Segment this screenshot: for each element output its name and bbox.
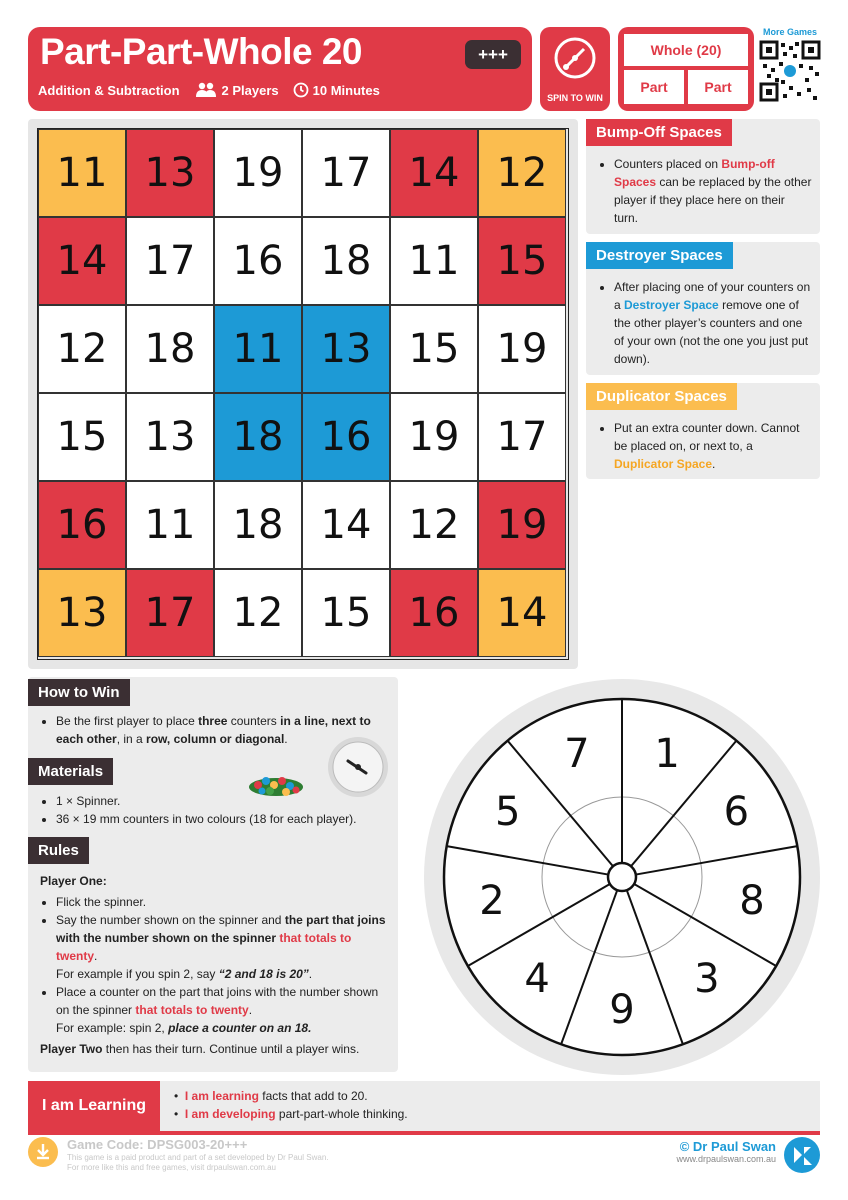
bump-off-panel <box>586 119 820 234</box>
board-cell[interactable]: 17 <box>302 129 390 217</box>
brand-url[interactable]: www.drpaulswan.com.au <box>676 1154 776 1164</box>
duration-label: 10 Minutes <box>312 82 380 98</box>
player-two-text: Player Two then has their turn. Continue until a player wins. <box>40 1042 360 1056</box>
spinner[interactable] <box>422 677 822 1077</box>
board-cell[interactable]: 15 <box>38 393 126 481</box>
board-cell[interactable]: 11 <box>390 217 478 305</box>
board-cell[interactable]: 16 <box>38 481 126 569</box>
spinner-number: 1 <box>654 730 680 777</box>
spinner-photo-icon <box>326 735 390 799</box>
learning-list <box>174 1087 408 1123</box>
spinner-number: 6 <box>723 789 750 835</box>
more-games-qr[interactable] <box>757 27 823 107</box>
board-cell[interactable]: 15 <box>302 569 390 657</box>
instructions-panel <box>28 677 398 1072</box>
board-cell[interactable]: 19 <box>478 481 566 569</box>
board-cell[interactable]: 17 <box>478 393 566 481</box>
board-cell[interactable]: 19 <box>214 129 302 217</box>
materials-item: • 36 × 19 mm counters in two colours (18 for each player). <box>56 810 388 828</box>
duplicator-text: • Put an extra counter down. Cannot be placed on, or next to, a Duplicator Space. <box>600 419 812 473</box>
whole-box: Whole (20) <box>624 34 748 66</box>
board-cell[interactable]: 11 <box>38 129 126 217</box>
bump-off-title: Bump-Off Spaces <box>586 119 732 146</box>
rule-item: • Flick the spinner. <box>56 893 388 911</box>
brand-logo-icon <box>784 1137 820 1173</box>
board-cell[interactable]: 13 <box>126 393 214 481</box>
spinner-number: 8 <box>739 877 765 924</box>
materials-item: • 1 × Spinner. <box>56 792 388 810</box>
board-grid <box>37 128 569 660</box>
materials-title: Materials <box>28 758 113 785</box>
brand-block <box>676 1139 776 1164</box>
board-cell[interactable]: 16 <box>214 217 302 305</box>
duplicator-title: Duplicator Spaces <box>586 383 737 410</box>
player-one-label: Player One: <box>40 874 107 888</box>
board-cell[interactable]: 15 <box>478 217 566 305</box>
board-cell[interactable]: 18 <box>302 217 390 305</box>
players-icon <box>194 82 218 98</box>
board-cell[interactable]: 13 <box>38 569 126 657</box>
destroyer-text: • After placing one of your counters on a Destroyer Space remove one of the other player’s counters and one of your own (not the one you just put down). <box>600 278 812 368</box>
board-cell[interactable]: 19 <box>390 393 478 481</box>
rules-title: Rules <box>28 837 89 864</box>
learning-underline <box>28 1131 820 1135</box>
footer-notice: This game is a paid product and part of a set developed by Dr Paul Swan. For more like this and free games, visit drpaulswan.com.au <box>67 1153 329 1172</box>
board-cell[interactable]: 18 <box>214 393 302 481</box>
board-cell[interactable]: 17 <box>126 569 214 657</box>
download-icon[interactable] <box>28 1137 58 1167</box>
board-cell[interactable]: 13 <box>302 305 390 393</box>
part-box-left: Part <box>624 70 684 104</box>
spin-label: SPIN TO WIN <box>547 93 603 103</box>
board-cell[interactable]: 14 <box>478 569 566 657</box>
board-cell[interactable]: 18 <box>126 305 214 393</box>
spin-to-win-badge <box>540 27 610 111</box>
spinner-number: 4 <box>524 956 550 1003</box>
spinner-wheel <box>422 677 822 1077</box>
board-cell[interactable]: 15 <box>390 305 478 393</box>
board-cell[interactable]: 12 <box>390 481 478 569</box>
game-title: Part-Part-Whole 20 <box>40 31 363 72</box>
how-to-win-title: How to Win <box>28 679 130 706</box>
board-cell[interactable]: 12 <box>214 569 302 657</box>
learning-title: I am Learning <box>28 1081 160 1131</box>
destroyer-title: Destroyer Spaces <box>586 242 733 269</box>
board-cell[interactable]: 17 <box>126 217 214 305</box>
rules-text <box>40 872 388 1058</box>
spinner-number: 5 <box>494 789 521 835</box>
level-badge: +++ <box>465 40 521 69</box>
topic-label: Addition & Subtraction <box>38 82 180 98</box>
board-cell[interactable]: 16 <box>302 393 390 481</box>
game-code: Game Code: DPSG003-20+++ <box>67 1137 248 1152</box>
board-cell[interactable]: 11 <box>126 481 214 569</box>
board-cell[interactable]: 12 <box>478 129 566 217</box>
board-cell[interactable]: 14 <box>302 481 390 569</box>
board-cell[interactable]: 18 <box>214 481 302 569</box>
board-cell[interactable]: 12 <box>38 305 126 393</box>
spinner-number: 7 <box>564 730 590 777</box>
players-info <box>194 82 279 98</box>
spinner-icon <box>553 36 597 80</box>
part-part-whole-model <box>618 27 754 111</box>
destroyer-panel <box>586 242 820 375</box>
clock-icon <box>293 82 309 98</box>
materials-list <box>40 792 388 828</box>
learning-intentions <box>28 1081 820 1131</box>
spinner-number: 2 <box>479 877 505 924</box>
rule-item: • Place a counter on the part that joins with the number shown on the spinner that totals to twenty. For example: spin 2, place a counter on an 18. <box>56 983 388 1037</box>
board-cell[interactable]: 14 <box>38 217 126 305</box>
players-label: 2 Players <box>221 82 279 98</box>
spinner-hub <box>608 863 636 891</box>
how-to-win-text: • Be the first player to place three counters in a line, next to each other, in a row, column or diagonal. <box>40 712 388 748</box>
learning-item: • I am developing part-part-whole thinking. <box>174 1107 408 1121</box>
game-info <box>38 82 380 98</box>
qr-code-icon <box>759 40 821 102</box>
spinner-number: 9 <box>609 987 635 1033</box>
duplicator-panel <box>586 383 820 479</box>
learning-item: • I am learning facts that add to 20. <box>174 1089 368 1103</box>
rule-item: • Say the number shown on the spinner and the part that joins with the number shown on the spinner that totals to twenty. For example if you spin 2, say “2 and 18 is 20”. <box>56 911 388 983</box>
bump-off-text: • Counters placed on Bump-off Spaces can be replaced by the other player if they place here on their turn. <box>600 155 812 227</box>
board-cell[interactable]: 13 <box>126 129 214 217</box>
game-board <box>28 119 578 669</box>
duration-info <box>293 82 380 98</box>
spinner-number: 3 <box>694 956 720 1003</box>
board-cell[interactable]: 14 <box>390 129 478 217</box>
board-cell[interactable]: 11 <box>214 305 302 393</box>
more-games-label: More Games <box>762 27 818 37</box>
footer <box>28 1137 820 1177</box>
part-box-right: Part <box>688 70 748 104</box>
board-cell[interactable]: 16 <box>390 569 478 657</box>
board-cell[interactable]: 19 <box>478 305 566 393</box>
brand-name: © Dr Paul Swan <box>679 1139 776 1154</box>
title-banner <box>28 27 532 111</box>
